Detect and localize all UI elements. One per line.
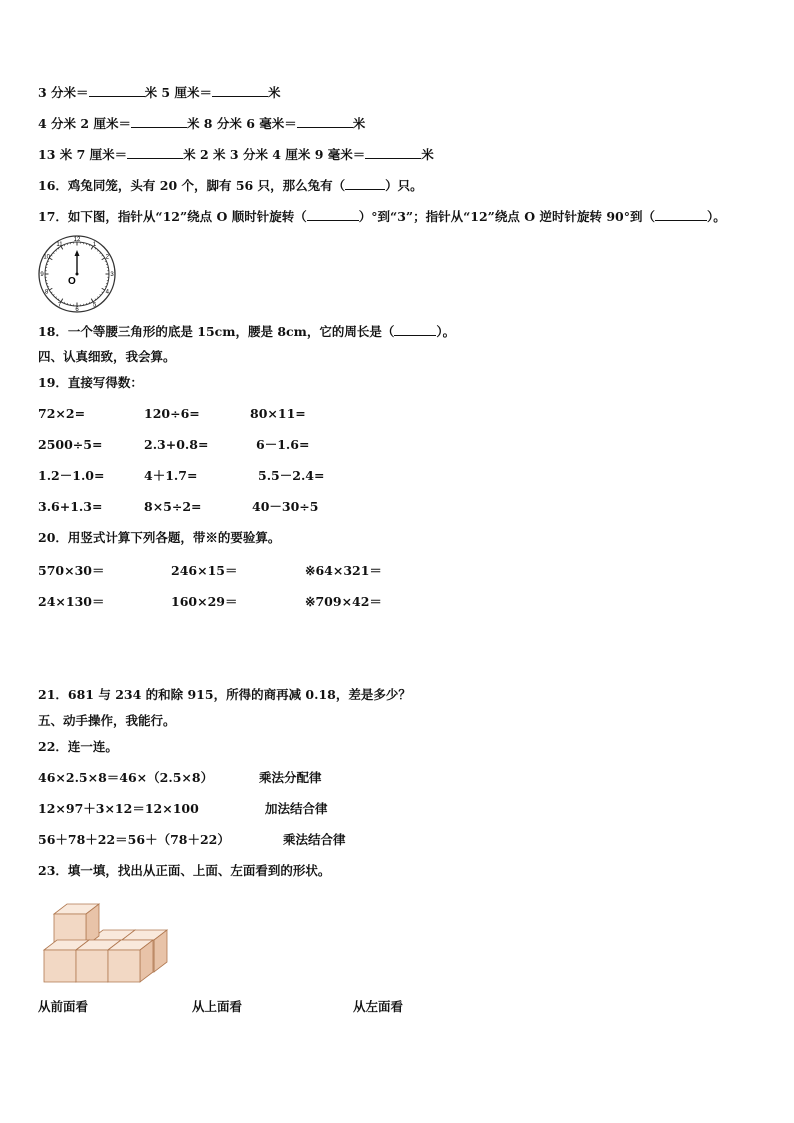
clock-number: 9 bbox=[40, 272, 44, 279]
question-22: 22．连一连。 bbox=[38, 739, 118, 754]
conversion-line-1: 3 分米＝ 米 5 厘米＝ 米 bbox=[38, 85, 281, 100]
cube bbox=[108, 940, 153, 982]
view-label-front: 从前面看 bbox=[38, 999, 89, 1014]
clock-number: 12 bbox=[73, 237, 81, 244]
question-23: 23．填一填，找出从正面、上面、左面看到的形状。 bbox=[38, 863, 331, 878]
calc-item: 120÷6= bbox=[144, 406, 200, 421]
calc-item: 8×5÷2= bbox=[144, 499, 202, 514]
calc-item: 40－30÷5 bbox=[252, 499, 319, 514]
clock-number: 1 bbox=[92, 241, 97, 248]
calc-item: 6－1.6= bbox=[256, 437, 310, 452]
vertical-calc-item: ※64×321＝ bbox=[305, 563, 382, 578]
clock-number: 3 bbox=[110, 272, 114, 279]
answer-blank[interactable] bbox=[131, 115, 187, 128]
match-left-item[interactable]: 56＋78＋22＝56＋（78＋22） bbox=[38, 832, 230, 847]
answer-blank[interactable] bbox=[345, 177, 385, 190]
calc-item: 3.6+1.3= bbox=[38, 499, 103, 514]
calc-item: 5.5－2.4= bbox=[258, 468, 325, 483]
calc-item: 1.2－1.0= bbox=[38, 468, 105, 483]
vertical-calc-item: 24×130＝ bbox=[38, 594, 105, 609]
calc-item: 4＋1.7= bbox=[144, 468, 198, 483]
answer-blank[interactable] bbox=[89, 84, 145, 97]
calc-item: 2500÷5= bbox=[38, 437, 103, 452]
section-4-heading: 四、认真细致，我会算。 bbox=[38, 349, 176, 364]
conversion-line-2: 4 分米 2 厘米＝ 米 8 分米 6 毫米＝ 米 bbox=[38, 116, 366, 131]
match-right-item[interactable]: 乘法分配律 bbox=[259, 770, 322, 785]
view-label-left: 从左面看 bbox=[353, 999, 404, 1014]
vertical-calc-item: ※709×42＝ bbox=[305, 594, 382, 609]
question-17: 17．如下图，指针从“12”绕点 O 顺时针旋转（ ）°到“3”；指针从“12”绕点 O 逆时针旋转 90°到（ ）。 bbox=[38, 209, 726, 224]
clock-number: 2 bbox=[105, 254, 109, 261]
clock-number: 7 bbox=[57, 302, 62, 309]
section-5-heading: 五、动手操作，我能行。 bbox=[38, 713, 176, 728]
conversion-line-3: 13 米 7 厘米＝ 米 2 米 3 分米 4 厘米 9 毫米＝ 米 bbox=[38, 147, 434, 162]
vertical-calc-item: 160×29＝ bbox=[171, 594, 238, 609]
answer-blank[interactable] bbox=[297, 115, 353, 128]
clock-number: 8 bbox=[45, 289, 49, 296]
match-right-item[interactable]: 乘法结合律 bbox=[283, 832, 346, 847]
clock-center-label: O bbox=[68, 276, 76, 287]
match-left-item[interactable]: 12×97＋3×12＝12×100 bbox=[38, 801, 199, 816]
answer-blank[interactable] bbox=[655, 208, 707, 221]
view-label-top: 从上面看 bbox=[192, 999, 243, 1014]
clock-figure bbox=[37, 234, 117, 314]
answer-blank[interactable] bbox=[212, 84, 268, 97]
clock-number: 10 bbox=[43, 254, 51, 261]
clock-number: 4 bbox=[105, 289, 109, 296]
clock-number: 6 bbox=[75, 307, 79, 314]
question-20: 20．用竖式计算下列各题，带※的要验算。 bbox=[38, 530, 281, 545]
cube-stack-figure bbox=[40, 890, 175, 985]
clock-number: 5 bbox=[92, 302, 97, 309]
match-right-item[interactable]: 加法结合律 bbox=[265, 801, 328, 816]
clock-center-point bbox=[76, 273, 79, 276]
calc-item: 72×2= bbox=[38, 406, 86, 421]
question-19: 19．直接写得数： bbox=[38, 375, 143, 390]
clock-number: 11 bbox=[56, 241, 63, 248]
calc-item: 2.3+0.8= bbox=[144, 437, 209, 452]
calc-item: 80×11= bbox=[250, 406, 306, 421]
answer-blank[interactable] bbox=[394, 323, 436, 336]
match-left-item[interactable]: 46×2.5×8＝46×（2.5×8） bbox=[38, 770, 214, 785]
question-18: 18．一个等腰三角形的底是 15cm，腰是 8cm，它的周长是（ ）。 bbox=[38, 324, 456, 339]
vertical-calc-item: 246×15＝ bbox=[171, 563, 238, 578]
answer-blank[interactable] bbox=[307, 208, 359, 221]
vertical-calc-item: 570×30＝ bbox=[38, 563, 105, 578]
answer-blank[interactable] bbox=[365, 146, 421, 159]
question-16: 16．鸡兔同笼，头有 20 个，脚有 56 只，那么兔有（ ）只。 bbox=[38, 178, 423, 193]
question-21: 21．681 与 234 的和除 915，所得的商再减 0.18，差是多少？ bbox=[38, 687, 411, 702]
answer-blank[interactable] bbox=[127, 146, 183, 159]
